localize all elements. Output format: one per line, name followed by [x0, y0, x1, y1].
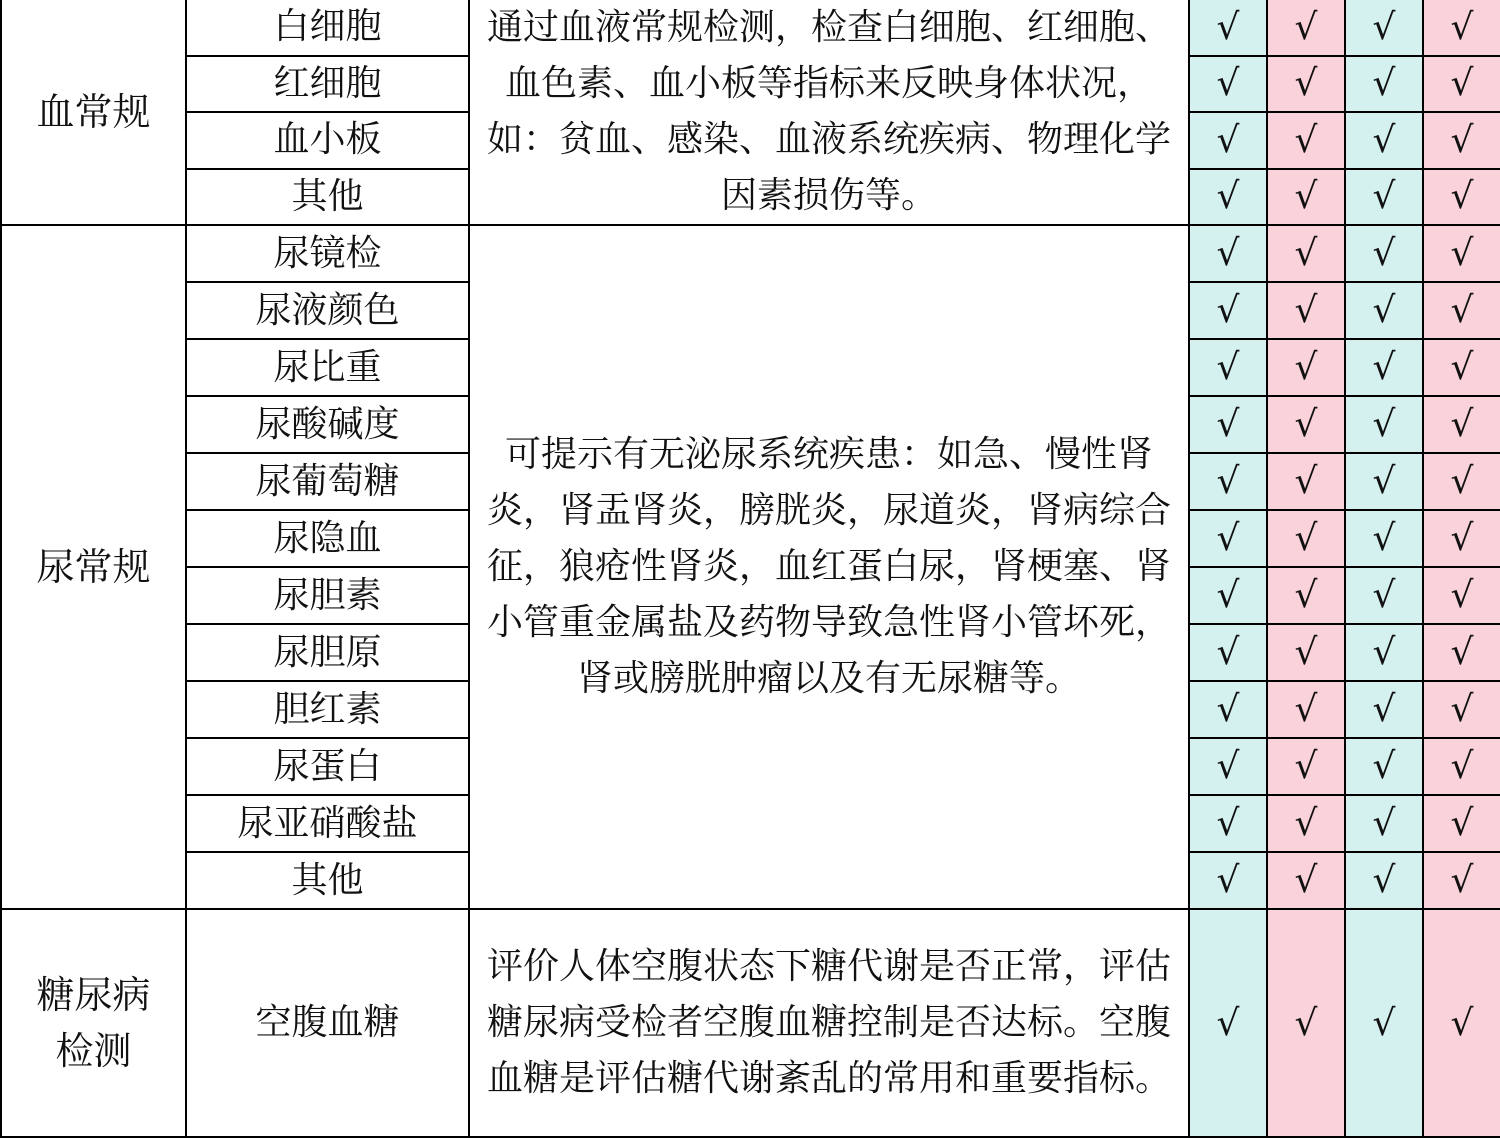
item-cell: 尿隐血	[186, 510, 469, 567]
description-cell: 评价人体空腹状态下糖代谢是否正常，评估糖尿病受检者空腹血糖控制是否达标。空腹血糖是评估糖代谢紊乱的常用和重要指标。	[469, 909, 1189, 1137]
check-mark: √	[1423, 225, 1500, 282]
check-mark: √	[1189, 339, 1267, 396]
item-cell: 红细胞	[186, 56, 469, 113]
check-mark: √	[1345, 852, 1423, 909]
check-mark: √	[1267, 681, 1345, 738]
check-mark: √	[1189, 453, 1267, 510]
item-cell: 尿亚硝酸盐	[186, 795, 469, 852]
check-mark: √	[1423, 681, 1500, 738]
item-cell: 血小板	[186, 112, 469, 169]
check-mark: √	[1267, 624, 1345, 681]
check-mark: √	[1345, 624, 1423, 681]
check-mark: √	[1189, 909, 1267, 1137]
table-row	[1, 909, 1500, 1137]
check-mark: √	[1189, 56, 1267, 113]
check-mark: √	[1423, 510, 1500, 567]
check-mark: √	[1423, 339, 1500, 396]
item-cell: 尿比重	[186, 339, 469, 396]
check-mark: √	[1345, 396, 1423, 453]
check-mark: √	[1189, 225, 1267, 282]
category-cell: 糖尿病检测	[1, 909, 186, 1137]
check-mark: √	[1345, 112, 1423, 169]
check-mark: √	[1423, 909, 1500, 1137]
item-cell: 尿胆原	[186, 624, 469, 681]
check-mark: √	[1423, 0, 1500, 56]
check-mark: √	[1423, 112, 1500, 169]
check-mark: √	[1189, 795, 1267, 852]
item-cell: 空腹血糖	[186, 909, 469, 1137]
check-mark: √	[1423, 169, 1500, 226]
check-mark: √	[1423, 56, 1500, 113]
check-mark: √	[1345, 510, 1423, 567]
check-mark: √	[1267, 567, 1345, 624]
check-mark: √	[1345, 567, 1423, 624]
check-mark: √	[1423, 852, 1500, 909]
check-mark: √	[1189, 681, 1267, 738]
check-mark: √	[1423, 567, 1500, 624]
check-mark: √	[1189, 510, 1267, 567]
check-mark: √	[1345, 282, 1423, 339]
item-cell: 白细胞	[186, 0, 469, 56]
item-cell: 其他	[186, 852, 469, 909]
category-cell: 血常规	[1, 0, 186, 225]
check-mark: √	[1267, 396, 1345, 453]
check-mark: √	[1345, 738, 1423, 795]
check-mark: √	[1189, 169, 1267, 226]
description-cell: 可提示有无泌尿系统疾患：如急、慢性肾炎，肾盂肾炎，膀胱炎，尿道炎，肾病综合征，狼疮性肾炎，血红蛋白尿，肾梗塞、肾小管重金属盐及药物导致急性肾小管坏死，肾或膀胱肿瘤以及有无尿糖等。	[469, 225, 1189, 909]
check-mark: √	[1267, 738, 1345, 795]
check-mark: √	[1267, 112, 1345, 169]
check-mark: √	[1423, 396, 1500, 453]
check-mark: √	[1189, 738, 1267, 795]
item-cell: 尿酸碱度	[186, 396, 469, 453]
check-mark: √	[1267, 282, 1345, 339]
check-mark: √	[1267, 0, 1345, 56]
check-mark: √	[1345, 56, 1423, 113]
table-row	[1, 0, 1500, 56]
check-mark: √	[1345, 795, 1423, 852]
check-mark: √	[1423, 453, 1500, 510]
check-mark: √	[1423, 282, 1500, 339]
check-mark: √	[1267, 339, 1345, 396]
check-mark: √	[1189, 396, 1267, 453]
item-cell: 尿液颜色	[186, 282, 469, 339]
check-mark: √	[1267, 225, 1345, 282]
check-mark: √	[1267, 795, 1345, 852]
category-cell: 尿常规	[1, 225, 186, 909]
check-mark: √	[1189, 0, 1267, 56]
check-mark: √	[1345, 339, 1423, 396]
check-mark: √	[1345, 169, 1423, 226]
item-cell: 尿葡萄糖	[186, 453, 469, 510]
check-mark: √	[1423, 795, 1500, 852]
table-row	[1, 225, 1500, 282]
check-mark: √	[1267, 453, 1345, 510]
item-cell: 尿镜检	[186, 225, 469, 282]
check-mark: √	[1189, 624, 1267, 681]
check-mark: √	[1189, 282, 1267, 339]
check-mark: √	[1189, 852, 1267, 909]
check-mark: √	[1267, 909, 1345, 1137]
check-mark: √	[1345, 681, 1423, 738]
item-cell: 尿蛋白	[186, 738, 469, 795]
check-mark: √	[1423, 624, 1500, 681]
check-mark: √	[1267, 169, 1345, 226]
check-mark: √	[1345, 0, 1423, 56]
description-cell: 通过血液常规检测，检查白细胞、红细胞、血色素、血小板等指标来反映身体状况，如：贫血、感染、血液系统疾病、物理化学因素损伤等。	[469, 0, 1189, 225]
item-cell: 胆红素	[186, 681, 469, 738]
check-mark: √	[1267, 852, 1345, 909]
check-mark: √	[1345, 909, 1423, 1137]
check-mark: √	[1345, 453, 1423, 510]
item-cell: 尿胆素	[186, 567, 469, 624]
check-mark: √	[1345, 225, 1423, 282]
check-mark: √	[1189, 112, 1267, 169]
check-mark: √	[1267, 510, 1345, 567]
check-mark: √	[1267, 56, 1345, 113]
check-mark: √	[1189, 567, 1267, 624]
item-cell: 其他	[186, 169, 469, 226]
check-mark: √	[1423, 738, 1500, 795]
